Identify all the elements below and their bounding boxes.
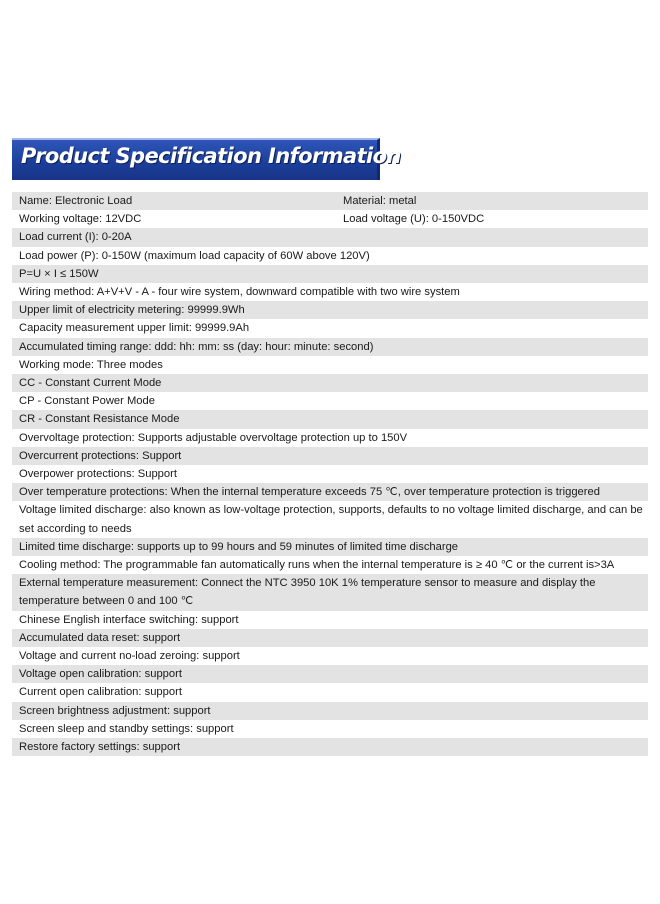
page-title: Product Specification Information [21, 144, 401, 168]
table-row [12, 228, 648, 246]
table-row [12, 465, 648, 483]
table-row [12, 702, 648, 720]
spec-text: External temperature measurement: Connect the NTC 3950 10K 1% temperature sensor to measure and display the temperature between 0 and 100 ℃ [19, 577, 596, 608]
spec-text: CC - Constant Current Mode [19, 377, 162, 390]
spec-text: Overvoltage protection: Supports adjustable overvoltage protection up to 150V [19, 431, 408, 444]
section-title-banner [12, 138, 401, 180]
spec-table [12, 192, 648, 756]
table-row [12, 501, 648, 537]
table-row [12, 720, 648, 738]
table-row [12, 374, 648, 392]
spec-text: Upper limit of electricity metering: 99999.9Wh [19, 304, 245, 317]
table-row [12, 556, 648, 574]
table-row [12, 192, 648, 210]
spec-text: CP - Constant Power Mode [19, 395, 155, 408]
spec-text: Overpower protections: Support [19, 468, 177, 481]
table-row [12, 447, 648, 465]
table-row [12, 301, 648, 319]
spec-text: Wiring method: A+V+V - A - four wire system, downward compatible with two wire system [19, 286, 460, 299]
spec-text: Accumulated timing range: ddd: hh: mm: ss (day: hour: minute: second) [19, 340, 374, 353]
table-row [12, 683, 648, 701]
table-row [12, 247, 648, 265]
spec-text: Overcurrent protections: Support [19, 449, 182, 462]
spec-material: Material: metal [343, 195, 417, 207]
spec-text: Restore factory settings: support [19, 741, 181, 754]
spec-text: Voltage and current no-load zeroing: support [19, 650, 240, 663]
table-row [12, 410, 648, 428]
spec-text: Over temperature protections: When the internal temperature exceeds 75 ℃, over temperature protection is triggered [19, 486, 600, 499]
spec-text: Load current (I): 0-20A [19, 231, 132, 244]
spec-text: Screen sleep and standby settings: support [19, 722, 234, 735]
spec-text: Current open calibration: support [19, 686, 182, 699]
table-row [12, 283, 648, 301]
spec-text: Capacity measurement upper limit: 99999.9Ah [19, 322, 250, 335]
spec-text: Accumulated data reset: support [19, 631, 181, 644]
spec-name: Name: Electronic Load [19, 195, 133, 207]
table-row [12, 611, 648, 629]
table-row [12, 338, 648, 356]
table-row [12, 647, 648, 665]
table-row [12, 483, 648, 501]
table-row [12, 574, 648, 610]
table-row [12, 429, 648, 447]
spec-text: Cooling method: The programmable fan automatically runs when the internal temperature is ≥ 40 ℃ or the current is>3A [19, 559, 615, 572]
spec-text: Screen brightness adjustment: support [19, 704, 211, 717]
spec-text: Chinese English interface switching: support [19, 613, 239, 626]
table-row [12, 738, 648, 756]
table-row [12, 629, 648, 647]
spec-text: Voltage limited discharge: also known as low-voltage protection, supports, defaults to no voltage limited discharge, and can be set according to needs [19, 504, 643, 535]
spec-text: CR - Constant Resistance Mode [19, 413, 180, 426]
spec-text: P=U × I ≤ 150W [19, 267, 99, 280]
spec-text: Working mode: Three modes [19, 358, 163, 371]
table-row [12, 210, 648, 228]
spec-text: Limited time discharge: supports up to 99 hours and 59 minutes of limited time discharge [19, 540, 459, 553]
spec-text: Load power (P): 0-150W (maximum load capacity of 60W above 120V) [19, 249, 370, 262]
table-row [12, 319, 648, 337]
spec-load-voltage: Load voltage (U): 0-150VDC [343, 213, 485, 226]
table-row [12, 665, 648, 683]
table-row [12, 265, 648, 283]
table-row [12, 538, 648, 556]
spec-working-voltage: Working voltage: 12VDC [19, 213, 142, 226]
table-row [12, 392, 648, 410]
table-row [12, 356, 648, 374]
spec-text: Voltage open calibration: support [19, 668, 182, 681]
